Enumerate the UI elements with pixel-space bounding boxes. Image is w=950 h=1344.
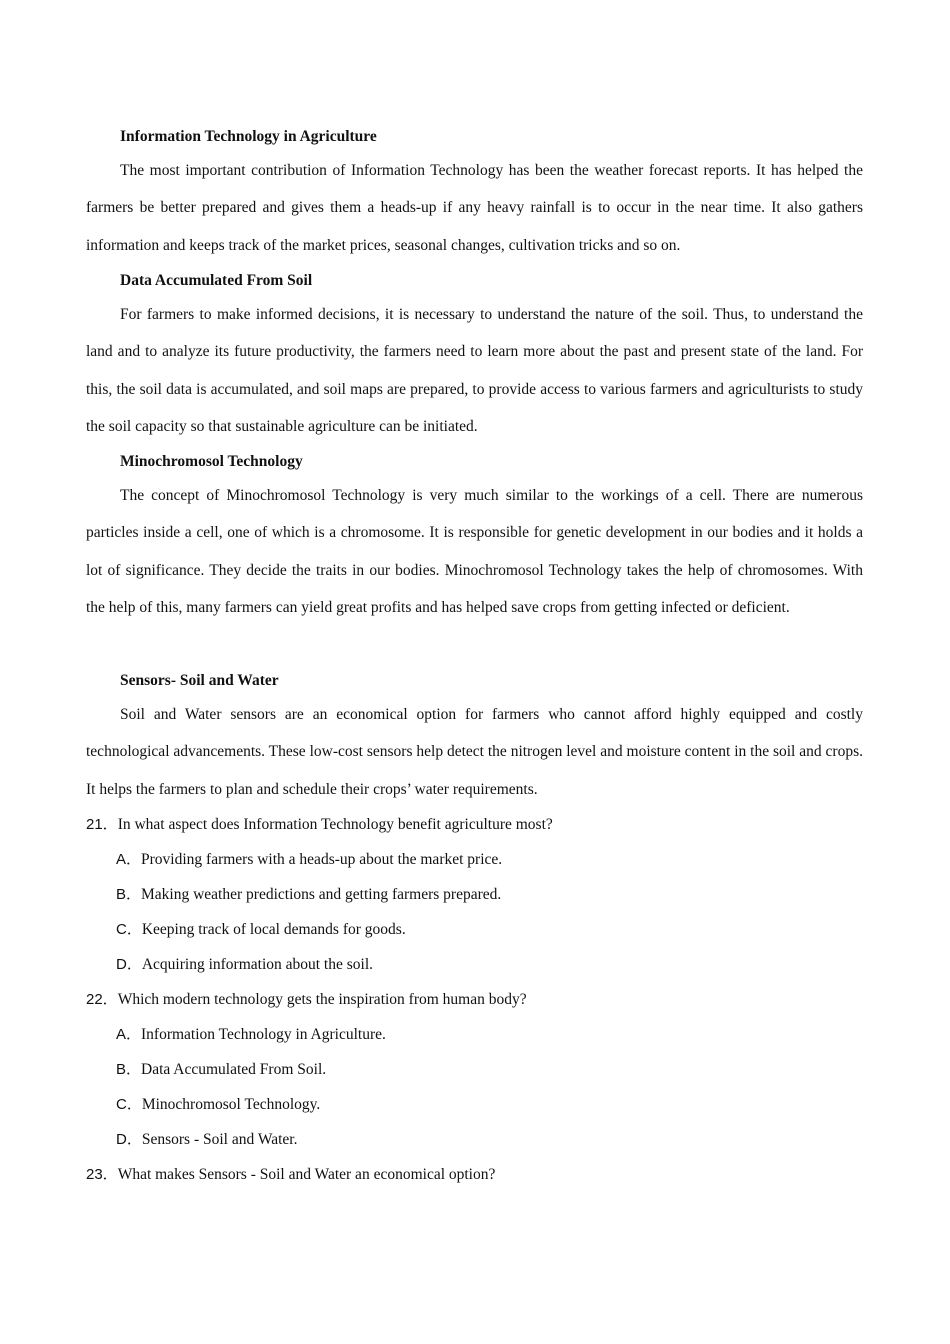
question-22-option-d: [116, 1130, 297, 1150]
option-text: Keeping track of local demands for goods.: [141, 921, 406, 938]
option-letter: A．: [116, 1026, 142, 1043]
section-heading-soil-data: Data Accumulated From Soil: [120, 272, 313, 289]
option-letter: B．: [116, 1061, 142, 1078]
section-body-soil-data: For farmers to make informed decisions, it is necessary to understand the nature of the soil. Thus, to understand the land and to analyze its future productivity, the farmers need to learn more about the past and present state of the land. For this, the soil data is accumulated, and soil maps are prepared, to provide access to various farmers and agriculturists to study the soil capacity so that sustainable agriculture can be initiated.: [86, 306, 863, 435]
question-21-option-b: [116, 885, 501, 905]
question-number: 21．: [86, 816, 118, 833]
question-21-option-c: [116, 920, 406, 940]
option-letter: A．: [116, 851, 142, 868]
section-body-minochromosol: The concept of Minochromosol Technology is very much similar to the workings of a cell. There are numerous particles inside a cell, one of which is a chromosome. It is responsible for genetic development in our bodies and it holds a lot of significance. They decide the traits in our bodies. Minochromosol Technology takes the help of chromosomes. With the help of this, many farmers can yield great profits and has helped save crops from getting infected or deficient.: [86, 487, 863, 616]
question-text: Which modern technology gets the inspiration from human body?: [117, 991, 527, 1008]
question-number: 22．: [86, 991, 118, 1008]
option-letter: D．: [116, 1131, 142, 1148]
question-22: [86, 990, 527, 1010]
option-text: Acquiring information about the soil.: [141, 956, 374, 973]
question-22-option-c: [116, 1095, 320, 1115]
option-text: Data Accumulated From Soil.: [141, 1061, 327, 1078]
option-text: Providing farmers with a heads-up about the market price.: [141, 851, 503, 868]
section-heading-it: Information Technology in Agriculture: [120, 128, 377, 145]
question-21: [86, 815, 553, 835]
option-text: Minochromosol Technology.: [141, 1096, 321, 1113]
question-22-option-b: [116, 1060, 326, 1080]
option-letter: C．: [116, 1096, 142, 1113]
option-letter: D．: [116, 956, 142, 973]
section-body-sensors: Soil and Water sensors are an economical option for farmers who cannot afford highly equipped and costly technological advancements. These low-cost sensors help detect the nitrogen level and moisture content in the soil and crops. It helps the farmers to plan and schedule their crops’ water requirements.: [86, 706, 863, 798]
option-text: Information Technology in Agriculture.: [141, 1026, 386, 1043]
question-text: In what aspect does Information Technology benefit agriculture most?: [117, 816, 553, 833]
option-text: Sensors - Soil and Water.: [141, 1131, 298, 1148]
question-21-option-a: [116, 850, 502, 870]
question-23: [86, 1165, 495, 1185]
option-letter: C．: [116, 921, 142, 938]
section-body-it: The most important contribution of Information Technology has been the weather forecast reports. It has helped the farmers be better prepared and gives them a heads-up if any heavy rainfall is to occur in the near time. It also gathers information and keeps track of the market prices, seasonal changes, cultivation tricks and so on.: [86, 162, 863, 254]
question-22-option-a: [116, 1025, 386, 1045]
option-letter: B．: [116, 886, 142, 903]
option-text: Making weather predictions and getting farmers prepared.: [141, 886, 502, 903]
question-number: 23．: [86, 1166, 118, 1183]
section-heading-sensors: Sensors- Soil and Water: [120, 672, 279, 689]
section-heading-minochromosol: Minochromosol Technology: [120, 453, 303, 470]
question-21-option-d: [116, 955, 373, 975]
question-text: What makes Sensors - Soil and Water an economical option?: [117, 1166, 496, 1183]
